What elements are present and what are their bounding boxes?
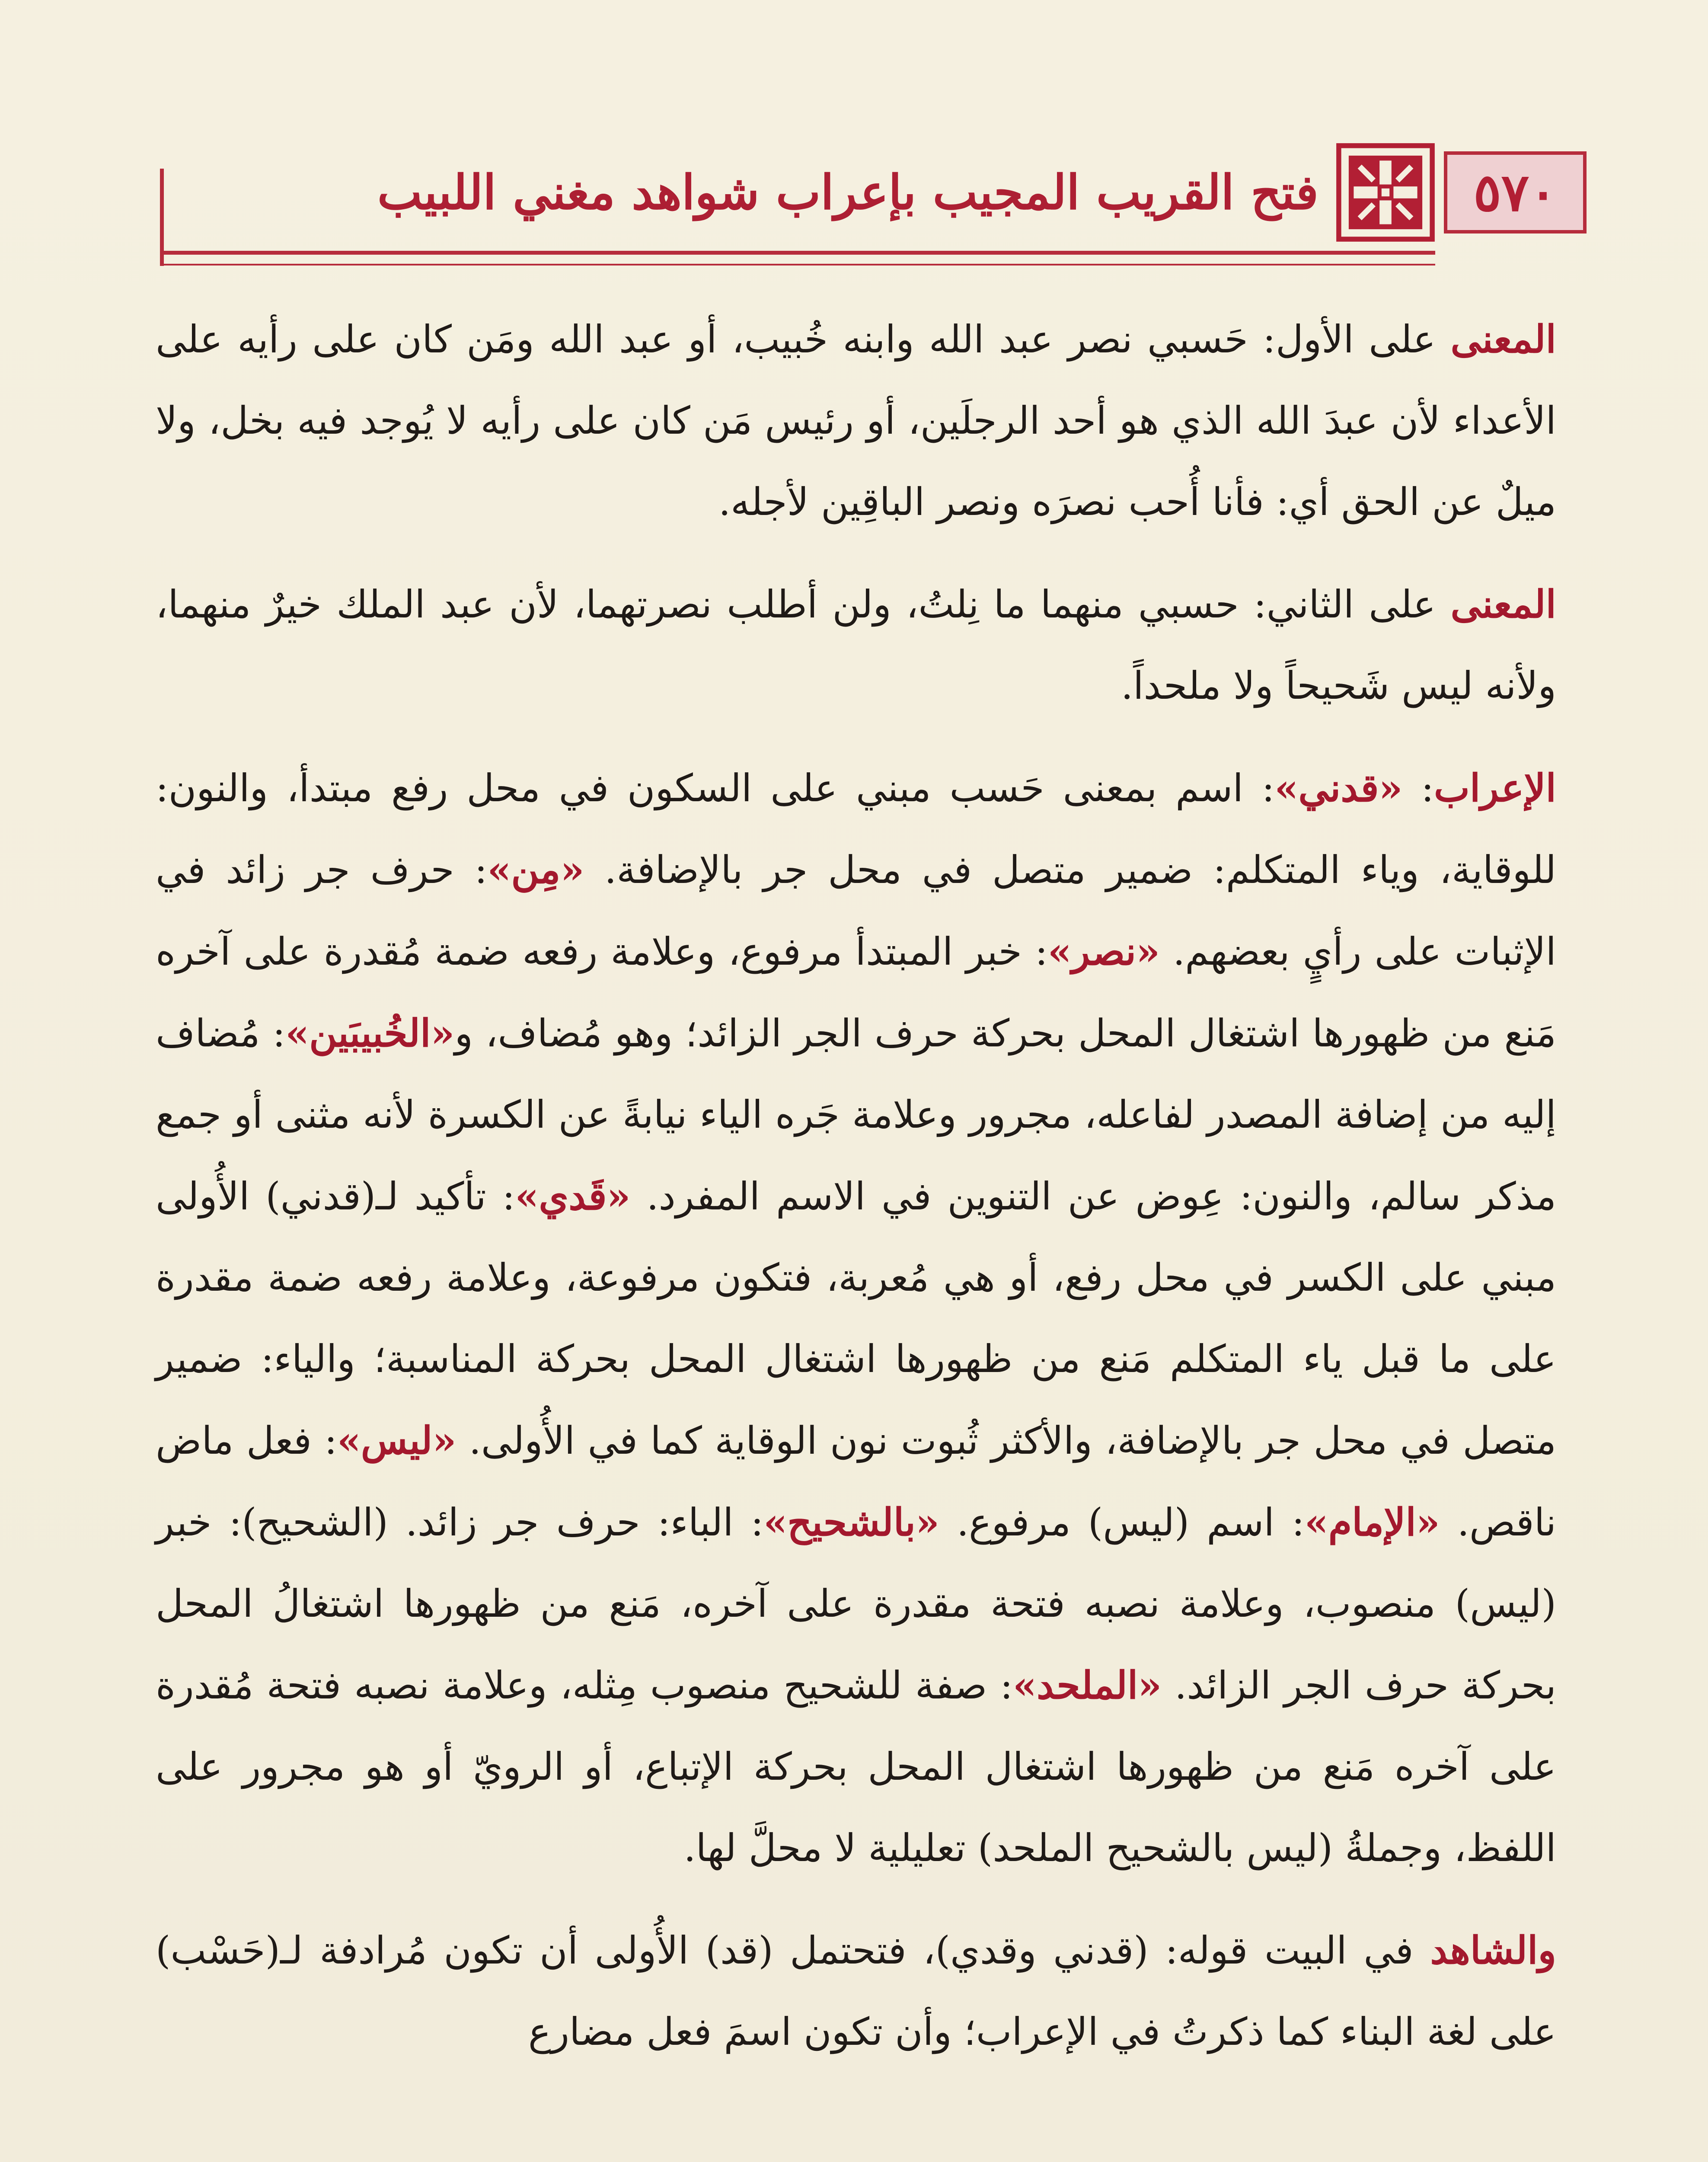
header-rule-end	[160, 169, 164, 266]
quoted-term: «ليس»	[337, 1418, 457, 1463]
text-run: : حرف جر زائد في الإثبات على رأيٍ بعضهم.	[156, 848, 1556, 974]
text-run: : فعل ماض ناقص.	[156, 1418, 1557, 1545]
section-lead: الإعراب	[1434, 765, 1556, 810]
text-run: في البيت قوله: (قدني وقدي)، فتحتمل (قد) الأُولى أن تكون مُرادفة لـ(حَسْب) على لغة البناء كما ذكرتُ في الإعراب؛ وأن تكون اسمَ فعل مضارع	[156, 1928, 1556, 2054]
quoted-term: «نصر»	[1047, 929, 1160, 974]
main-text	[156, 298, 1556, 2093]
quoted-term: «مِن»	[487, 847, 584, 892]
quoted-term: «بالشحيح»	[763, 1500, 940, 1545]
text-run: على الثاني: حسبي منهما ما نِلتُ، ولن أطلب نصرتهما، لأن عبد الملك خيرٌ منهما، ولأنه ليس شَحيحاً ولا ملحداً.	[156, 582, 1556, 708]
text-run: على الأول: حَسبي نصر عبد الله وابنه خُبيب، أو عبد الله ومَن كان على رأيه على الأعداء لأن عبدَ الله الذي هو أحد الرجلَين، أو رئيس مَن كان على رأيه لا يُوجد فيه بخل، ولا ميلٌ عن الحق أي: فأنا أُحب نصرَه ونصر الباقِين لأجله.	[156, 317, 1556, 524]
paragraph	[156, 298, 1556, 543]
book-title: فتح القريب المجيب بإعراب شواهد مغني اللبيب	[377, 164, 1319, 220]
header-rule	[160, 251, 1435, 255]
section-lead: والشاهد	[1430, 1928, 1556, 1973]
paragraph	[156, 747, 1556, 1889]
paragraph	[156, 563, 1556, 726]
quoted-term: «الملحد»	[1013, 1663, 1162, 1708]
quoted-term: «الخُبيبَين»	[285, 1011, 455, 1055]
text-run: :	[1402, 766, 1434, 810]
section-lead: المعنى	[1450, 582, 1556, 627]
page-header	[160, 143, 1587, 298]
text-run: : مُضاف إليه من إضافة المصدر لفاعله، مجرور وعلامة جَره الياء نيابةً عن الكسرة لأنه مثنى أو جمع مذكر سالم، والنون: عِوض عن التنوين في الاسم المفرد.	[156, 1011, 1556, 1219]
text-run: : تأكيد لـ(قدني) الأُولى مبني على الكسر في محل رفع، أو هي مُعربة، فتكون مرفوعة، وعلامة رفعه ضمة مقدرة على ما قبل ياء المتكلم مَنع من ظهورها اشتغال المحل بحركة المناسبة؛ والياء: ضمير متصل في محل جر بالإضافة، والأكثر ثُبوت نون الوقاية كما في الأُولى.	[156, 1174, 1556, 1463]
paragraph	[156, 1909, 1556, 2072]
text-run: : خبر المبتدأ مرفوع، وعلامة رفعه ضمة مُقدرة على آخره مَنع من ظهورها اشتغال المحل بحركة حرف الجر الزائد؛ وهو مُضاف، و	[156, 929, 1556, 1055]
quoted-term: «الإمام»	[1304, 1500, 1440, 1545]
quoted-term: «قدني»	[1274, 765, 1403, 810]
page-number: ٥٧٠	[1444, 151, 1587, 233]
quoted-term: «قَدي»	[515, 1174, 631, 1219]
header-rule-thin	[160, 264, 1435, 265]
star-ornament-icon	[1336, 143, 1435, 242]
text-run: : الباء: حرف جر زائد. (الشحيح): خبر (ليس) منصوب، وعلامة نصبه فتحة مقدرة على آخره، مَنع من ظهورها اشتغالُ المحل بحركة حرف الجر الزائد.	[156, 1500, 1556, 1708]
text-run: : اسم بمعنى حَسب مبني على السكون في محل رفع مبتدأ، والنون: للوقاية، وياء المتكلم: ضمير متصل في محل جر بالإضافة.	[156, 766, 1557, 892]
section-lead: المعنى	[1450, 317, 1556, 361]
text-run: : صفة للشحيح منصوب مِثله، وعلامة نصبه فتحة مُقدرة على آخره مَنع من ظهورها اشتغال المحل بحركة الإتباع، أو الرويّ أو هو مجرور على اللفظ، وجملةُ (ليس بالشحيح الملحد) تعليلية لا محلَّ لها.	[156, 1663, 1556, 1870]
text-run: : اسم (ليس) مرفوع.	[939, 1500, 1305, 1545]
